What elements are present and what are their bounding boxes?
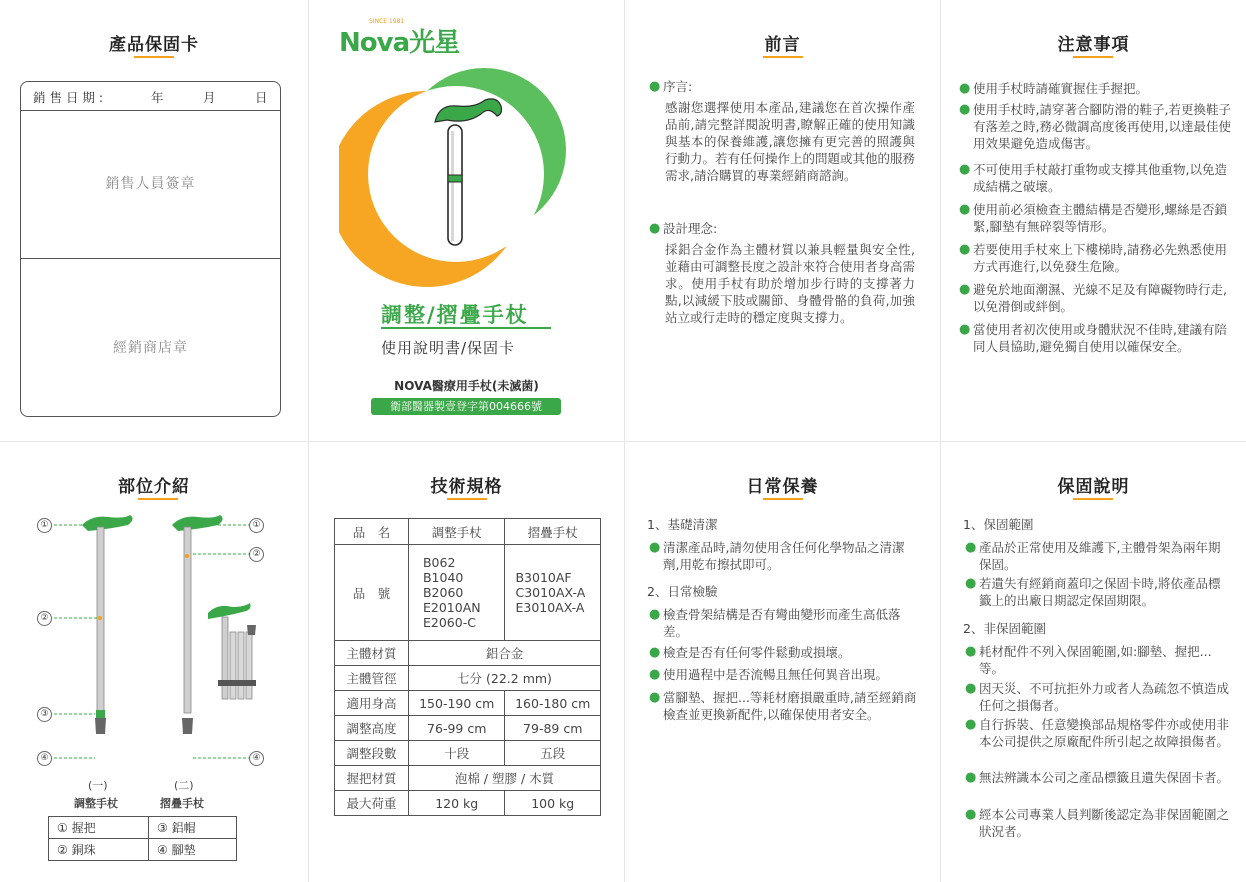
note-item: ● 當使用者初次使用或身體狀況不佳時,建議有陪同人員協助,避免獨自使用以確保安全。	[959, 322, 1227, 354]
sales-sign-box	[21, 110, 280, 259]
table-row-label: 調整段數	[335, 741, 409, 766]
bullet-icon: ●	[965, 644, 977, 659]
warranty-item: ● 自行拆裝、任意變換部品規格零件亦或使用非本公司提供之原廠配件所引起之故障損傷者。	[965, 717, 1230, 749]
bullet-icon: ●	[959, 322, 971, 337]
cover-panel	[309, 0, 624, 441]
panel-title: 前言	[764, 35, 801, 55]
panel-title: 產品保固卡	[109, 35, 199, 55]
title-underline	[447, 498, 487, 500]
care-item: ● 檢查骨架結構是否有彎曲變形而產生高低落差。	[649, 607, 901, 639]
bullet-icon: ●	[649, 540, 661, 555]
bullet-icon: ●	[959, 202, 971, 217]
bullet-icon: ●	[965, 807, 977, 822]
bullet-icon: ●	[965, 717, 977, 732]
section-body: 感謝您選擇使用本產品,建議您在首次操作產品前,請完整詳閱說明書,瞭解正確的使用知識與基本的保養維護,讓您擁有更完善的照護與行動力。若有任何操作上的問題或其他的服務需求,請洽購買的專業經銷商諮詢。	[665, 100, 916, 183]
warranty-item: ● 耗材配件不列入保固範圍,如:腳墊、握把...等。	[965, 644, 1212, 676]
models-adjust: B062 B1040 B2060 E2010AN E2060-C	[408, 545, 504, 641]
table-cell: 鋁合金	[408, 641, 600, 666]
title-underline	[763, 498, 803, 500]
table-row-label: 品 號	[335, 545, 409, 641]
care-item: ● 檢查是否有任何零件鬆動或損壞。	[649, 645, 851, 660]
dealer-stamp-box	[21, 259, 280, 417]
marker-4: ④	[37, 751, 52, 766]
panel-title: 保固說明	[1057, 477, 1130, 497]
bullet-icon: ●	[959, 81, 971, 96]
note-item: ● 不可使用手杖敲打重物或支撐其他重物,以免造成結構之破壞。	[959, 162, 1227, 194]
preface-panel	[625, 0, 940, 441]
table-header: 品 名	[335, 519, 409, 545]
bullet-icon: ●	[649, 607, 661, 622]
bullet-icon: ●	[965, 576, 977, 591]
table-cell: 120 kg	[408, 791, 504, 816]
note-item: ● 使用前必須檢查主體結構是否變形,螺絲是否鎖緊,腳墊有無碎裂等情形。	[959, 202, 1227, 234]
section-heading: 設計理念:	[663, 221, 718, 236]
table-row-label: 最大荷重	[335, 791, 409, 816]
device-name: NOVA醫療用手杖(未滅菌)	[394, 379, 539, 393]
warranty-form	[20, 81, 281, 417]
table-cell: 十段	[408, 741, 504, 766]
bullet-icon: ●	[959, 242, 971, 257]
table-cell: 七分 (22.2 mm)	[408, 666, 600, 691]
cane1-name: 調整手杖	[74, 797, 118, 810]
logo-since: SINCE 1981	[369, 18, 405, 25]
month-label: 月	[203, 90, 216, 105]
section-heading: 2、非保固範圍	[963, 621, 1046, 636]
table-cell: 150-190 cm	[408, 691, 504, 716]
panel-title: 技術規格	[430, 477, 503, 497]
section-heading: 2、日常檢驗	[647, 584, 718, 599]
table-row-label: 握把材質	[335, 766, 409, 791]
bullet-icon: ●	[649, 221, 661, 236]
panel-title: 部位介紹	[118, 477, 190, 497]
marker-2: ②	[37, 611, 52, 626]
care-item: ● 當腳墊、握把...等耗材磨損嚴重時,請至經銷商檢查並更換新配件,以確保使用者安全。	[649, 690, 917, 722]
bullet-icon: ●	[649, 690, 661, 705]
legend-item: ④ 腳墊	[149, 839, 237, 861]
spec-table	[334, 518, 601, 816]
marker-4: ④	[249, 751, 264, 766]
marker-1: ①	[37, 518, 52, 533]
table-cell: 79-89 cm	[505, 716, 601, 741]
note-item: ● 若要使用手杖來上下樓梯時,請務必先熟悉使用方式再進行,以免發生危險。	[959, 242, 1227, 274]
care-item: ● 清潔產品時,請勿使用含任何化學物品之清潔劑,用乾布擦拭即可。	[649, 540, 905, 572]
marker-1: ①	[249, 518, 264, 533]
cane2-name: 摺疊手杖	[160, 797, 204, 810]
title-underline	[1073, 56, 1113, 58]
parts-diagram	[0, 507, 308, 767]
warranty-card-panel	[0, 0, 308, 441]
sale-date-row	[21, 82, 280, 111]
table-cell: 76-99 cm	[408, 716, 504, 741]
table-cell: 泡棉 / 塑膠 / 木質	[408, 766, 600, 791]
models-fold: B3010AF C3010AX-A E3010AX-A	[505, 545, 601, 641]
table-row-label: 適用身高	[335, 691, 409, 716]
table-cell: 100 kg	[505, 791, 601, 816]
cane2-index: (二)	[174, 779, 194, 792]
legend-item: ② 銅珠	[49, 839, 149, 861]
sales-sign-label: 銷售人員簽章	[105, 176, 196, 192]
panel-title: 注意事項	[1057, 35, 1130, 55]
section-heading: 1、基礎清潔	[647, 517, 718, 532]
title-underline	[1073, 498, 1113, 500]
legend-item: ③ 鋁帽	[149, 817, 237, 839]
dealer-stamp-label: 經銷商店章	[113, 340, 188, 356]
bullet-icon: ●	[965, 770, 977, 785]
parts-legend	[48, 816, 237, 861]
note-item: ● 避免於地面潮濕、光線不足及有障礙物時行走,以免滑倒或絆倒。	[959, 282, 1227, 314]
warranty-item: ● 經本公司專業人員判斷後認定為非保固範圍之狀況者。	[965, 807, 1230, 839]
table-row-label: 主體材質	[335, 641, 409, 666]
logo: Nova光星	[339, 28, 460, 58]
cane1-index: (一)	[88, 779, 108, 792]
title-underline	[763, 56, 803, 58]
preface-section	[649, 220, 915, 326]
bullet-icon: ●	[959, 282, 971, 297]
title-underline	[134, 56, 174, 58]
panel-title: 日常保養	[746, 477, 819, 497]
table-header: 調整手杖	[408, 519, 504, 545]
table-row-label: 主體管徑	[335, 666, 409, 691]
bullet-icon: ●	[649, 79, 661, 94]
bullet-icon: ●	[965, 540, 977, 555]
parts-panel	[0, 442, 308, 882]
table-cell: 五段	[505, 741, 601, 766]
day-label: 日	[255, 90, 268, 105]
note-item: ● 使用手杖時請確實握住手握把。	[959, 81, 1149, 96]
bullet-icon: ●	[649, 667, 661, 682]
warranty-item: ● 若遺失有經銷商蓋印之保固卡時,將依產品標籤上的出廠日期認定保固期限。	[965, 576, 1221, 608]
section-body: 採鋁合金作為主體材質以兼具輕量與安全性,並藉由可調整長度之設計來符合使用者身高需求。使用手杖有助於增加步行時的支撐著力點,以減緩下肢或關節、身體骨骼的負荷,加強站立或行走時的穩定度與支撐力。	[665, 242, 916, 325]
bullet-icon: ●	[965, 681, 977, 696]
table-row-label: 調整高度	[335, 716, 409, 741]
notes-panel	[941, 0, 1246, 441]
section-heading: 序言:	[663, 79, 693, 94]
bullet-icon: ●	[959, 102, 971, 117]
warranty-panel	[941, 442, 1246, 882]
care-panel	[625, 442, 940, 882]
legend-item: ① 握把	[49, 817, 149, 839]
title-underline	[138, 498, 178, 500]
sale-date-label: 銷 售 日 期 :	[33, 90, 104, 105]
marker-3: ③	[37, 707, 52, 722]
bullet-icon: ●	[959, 162, 971, 177]
warranty-item: ● 產品於正常使用及維護下,主體骨架為兩年期保固。	[965, 540, 1221, 572]
marker-2: ②	[249, 547, 264, 562]
bullet-icon: ●	[649, 645, 661, 660]
note-item: ● 使用手杖時,請穿著合腳防滑的鞋子,若更換鞋子有落差之時,務必微調高度後再使用,以達最佳使用效果避免造成傷害。	[959, 102, 1231, 151]
table-header: 摺疊手杖	[505, 519, 601, 545]
table-cell: 160-180 cm	[505, 691, 601, 716]
subtitle: 使用說明書/保固卡	[381, 339, 516, 357]
cane-illustration	[339, 65, 599, 295]
year-label: 年	[151, 90, 164, 105]
warranty-item: ● 因天災、不可抗拒外力或者人為疏忽不慎造成任何之損傷者。	[965, 681, 1230, 713]
care-item: ● 使用過程中是否流暢且無任何異音出現。	[649, 667, 889, 682]
preface-section	[649, 78, 915, 184]
section-heading: 1、保固範圍	[963, 517, 1034, 532]
warranty-item: ● 無法辨識本公司之產品標籤且遺失保固卡者。	[965, 770, 1230, 785]
license-badge: 衛部醫器製壹登字第004666號	[371, 398, 561, 415]
product-title: 調整/摺疊手杖	[381, 303, 529, 327]
title-rule	[381, 327, 551, 329]
